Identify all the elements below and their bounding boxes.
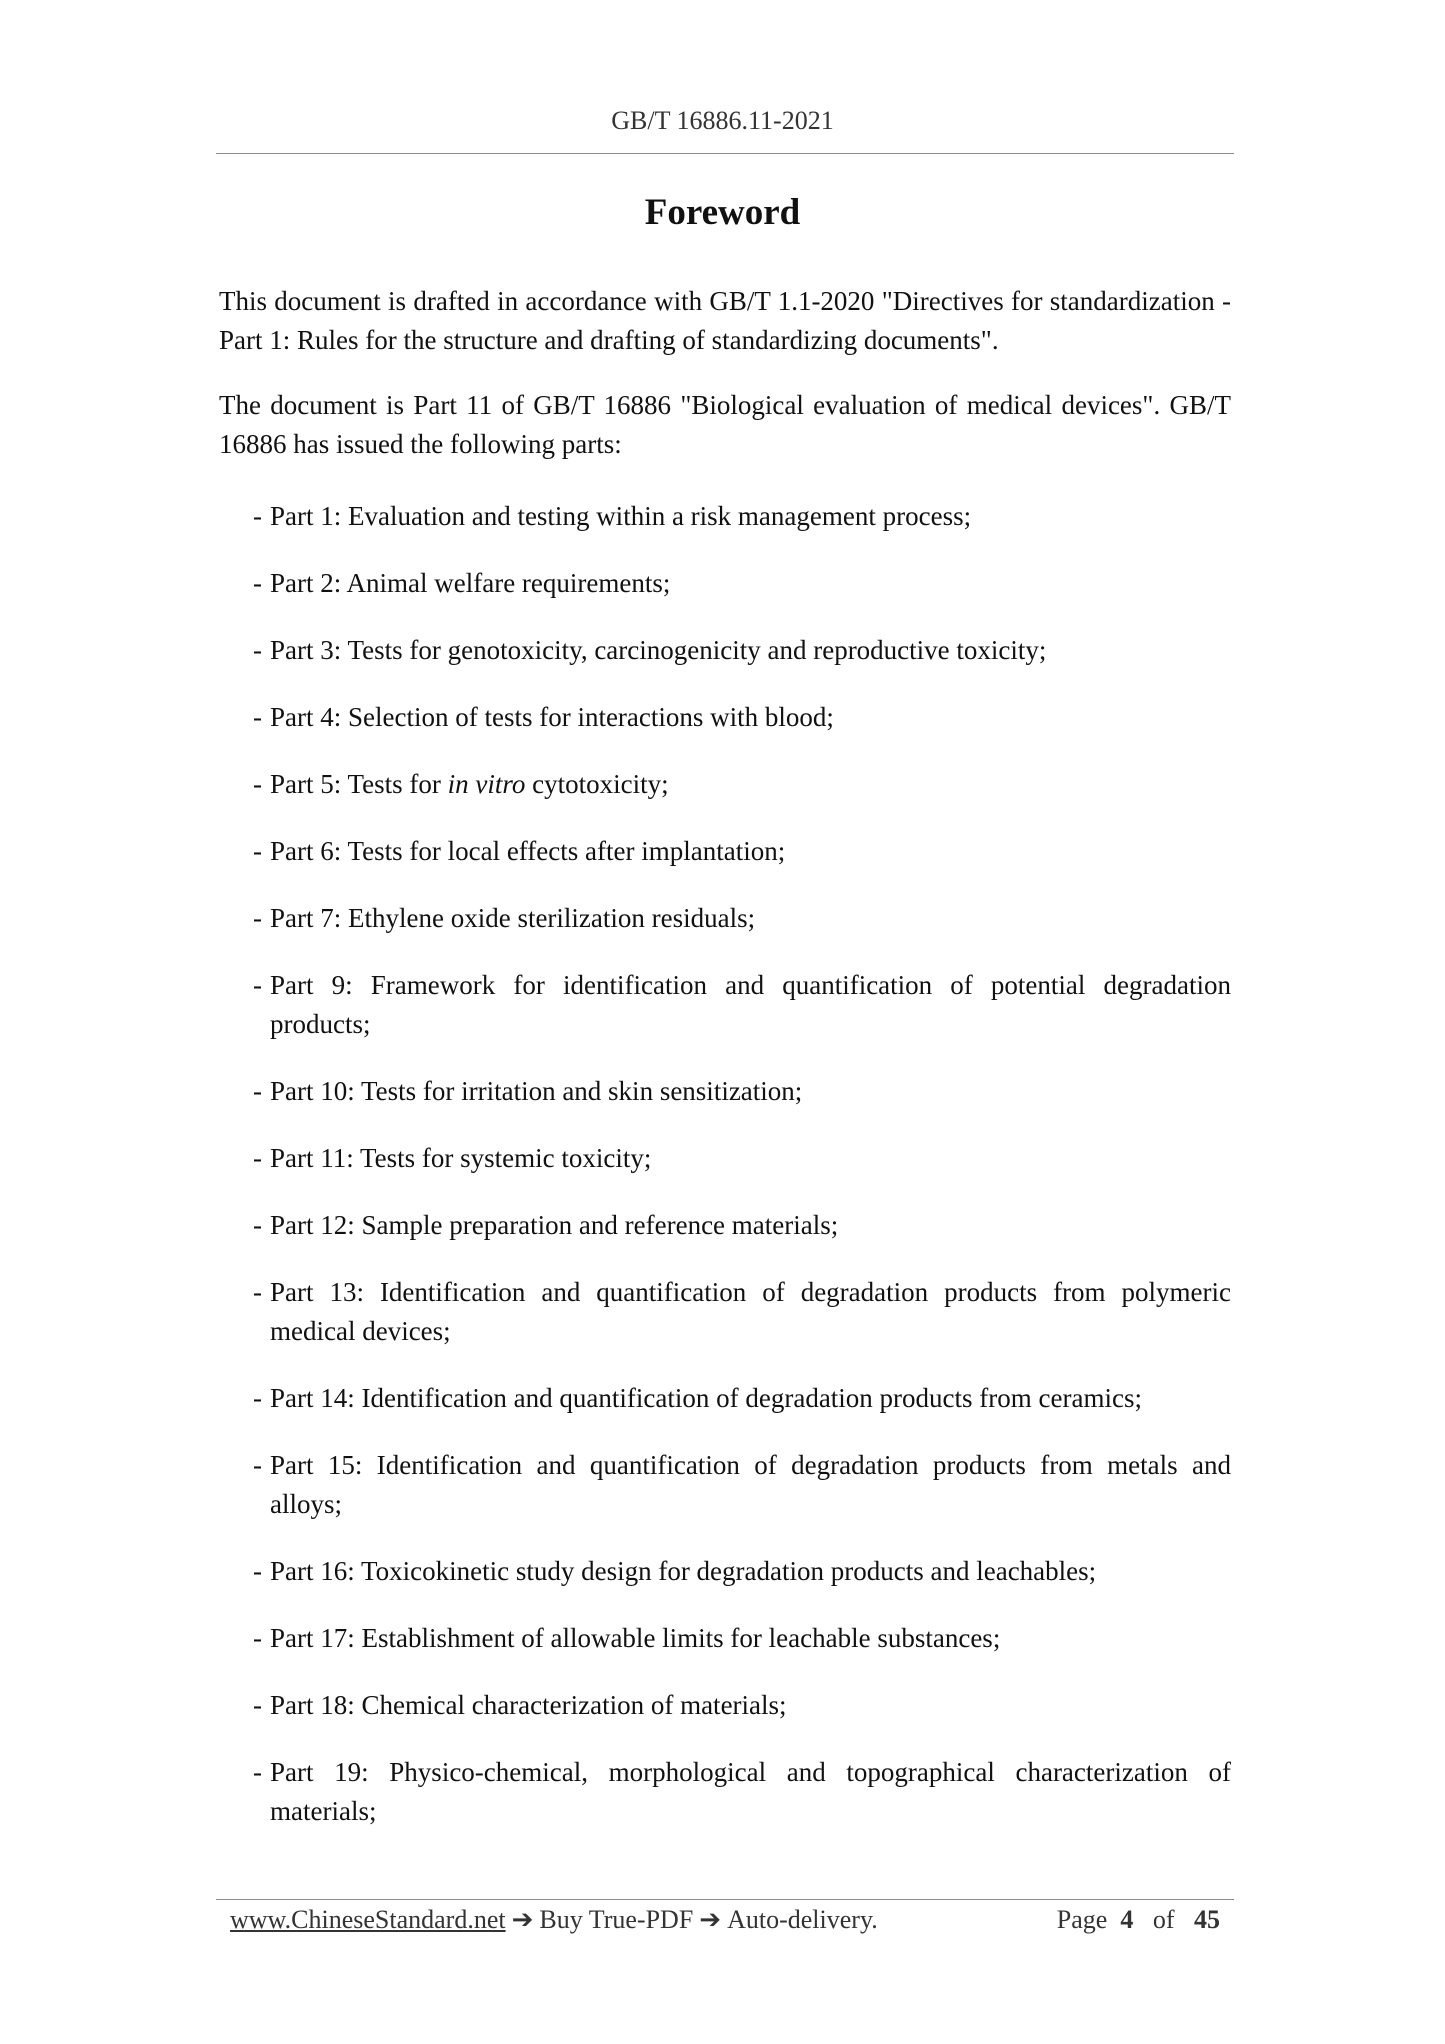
list-item-text: Part 9: Framework for identification and quantification of potential degradation products; xyxy=(270,970,1231,1039)
list-item-text: Part 2: Animal welfare requirements; xyxy=(270,568,671,598)
list-item xyxy=(253,1753,1231,1831)
list-item xyxy=(253,1446,1231,1524)
list-item xyxy=(253,497,1231,536)
list-item-text: Part 14: Identification and quantification of degradation products from ceramics; xyxy=(270,1383,1142,1413)
list-dash: - xyxy=(253,1757,262,1787)
list-item-text: Part 7: Ethylene oxide sterilization residuals; xyxy=(270,903,756,933)
list-item-text: Part 4: Selection of tests for interactions with blood; xyxy=(270,702,834,732)
list-dash: - xyxy=(253,1450,262,1480)
list-item-text: Part 12: Sample preparation and reference materials; xyxy=(270,1210,839,1240)
list-item-text: Part 3: Tests for genotoxicity, carcinogenicity and reproductive toxicity; xyxy=(270,635,1047,665)
footer-promo xyxy=(230,1903,878,1937)
list-dash: - xyxy=(253,1383,262,1413)
list-item-text: Part 19: Physico-chemical, morphological and topographical characterization of materials; xyxy=(270,1757,1231,1826)
list-item xyxy=(253,765,1231,804)
list-item-text: Part 6: Tests for local effects after implantation; xyxy=(270,836,786,866)
list-item-text: Part 1: Evaluation and testing within a risk management process; xyxy=(270,501,972,531)
list-item xyxy=(253,1552,1231,1591)
arrow-right-icon: ➔ xyxy=(699,1905,722,1934)
document-body xyxy=(219,282,1231,1859)
list-dash: - xyxy=(253,1556,262,1586)
list-item xyxy=(253,1206,1231,1245)
list-dash: - xyxy=(253,702,262,732)
page-number: 4 xyxy=(1120,1905,1134,1934)
list-item-text: Part 17: Establishment of allowable limits for leachable substances; xyxy=(270,1623,1001,1653)
list-item-text: Part 18: Chemical characterization of materials; xyxy=(270,1690,787,1720)
page-title: Foreword xyxy=(644,192,801,233)
list-dash: - xyxy=(253,568,262,598)
list-item-text: cytotoxicity; xyxy=(525,769,669,799)
intro-paragraph: This document is drafted in accordance with GB/T 1.1-2020 "Directives for standardization - Part 1: Rules for the structure and drafting of standardizing documents". xyxy=(219,286,1231,355)
document-code-header: GB/T 16886.11-2021 xyxy=(611,106,834,135)
arrow-right-icon: ➔ xyxy=(511,1905,534,1934)
parts-list xyxy=(219,497,1231,1831)
list-dash: - xyxy=(253,1277,262,1307)
list-item xyxy=(253,564,1231,603)
list-dash: - xyxy=(253,836,262,866)
header-divider xyxy=(216,153,1234,154)
list-item xyxy=(253,698,1231,737)
list-dash: - xyxy=(253,501,262,531)
list-dash: - xyxy=(253,1210,262,1240)
list-dash: - xyxy=(253,1076,262,1106)
list-item xyxy=(253,832,1231,871)
list-item xyxy=(253,1072,1231,1111)
list-item-text: Part 13: Identification and quantification of degradation products from polymeric medical devices; xyxy=(270,1277,1231,1346)
list-item xyxy=(253,1686,1231,1725)
list-item xyxy=(253,1619,1231,1658)
list-item xyxy=(253,631,1231,670)
list-dash: - xyxy=(253,769,262,799)
list-item xyxy=(253,899,1231,938)
list-dash: - xyxy=(253,970,262,1000)
list-item-text: Part 16: Toxicokinetic study design for degradation products and leachables; xyxy=(270,1556,1097,1586)
page-total: 45 xyxy=(1194,1905,1220,1934)
footer-divider xyxy=(216,1899,1234,1900)
list-item-text: Part 10: Tests for irritation and skin sensitization; xyxy=(270,1076,803,1106)
list-item xyxy=(253,1273,1231,1351)
list-dash: - xyxy=(253,1623,262,1653)
auto-delivery-text: Auto-delivery. xyxy=(727,1905,878,1934)
of-label: of xyxy=(1152,1905,1175,1934)
buy-pdf-text: Buy True-PDF xyxy=(539,1905,694,1934)
list-item-text: Part 5: Tests for xyxy=(270,769,448,799)
list-item-text: Part 11: Tests for systemic toxicity; xyxy=(270,1143,652,1173)
list-dash: - xyxy=(253,635,262,665)
list-dash: - xyxy=(253,903,262,933)
parts-intro-paragraph: The document is Part 11 of GB/T 16886 "Biological evaluation of medical devices". GB/T 16886 has issued the following parts: xyxy=(219,390,1231,459)
list-dash: - xyxy=(253,1143,262,1173)
page-label: Page xyxy=(1056,1905,1108,1934)
website-link[interactable]: www.ChineseStandard.net xyxy=(230,1905,506,1934)
list-item-italic-text: in vitro xyxy=(447,769,526,799)
list-item xyxy=(253,1379,1231,1418)
page-indicator xyxy=(1057,1903,1220,1937)
list-item xyxy=(253,966,1231,1044)
list-item-text: Part 15: Identification and quantification of degradation products from metals and alloys; xyxy=(270,1450,1231,1519)
list-dash: - xyxy=(253,1690,262,1720)
list-item xyxy=(253,1139,1231,1178)
